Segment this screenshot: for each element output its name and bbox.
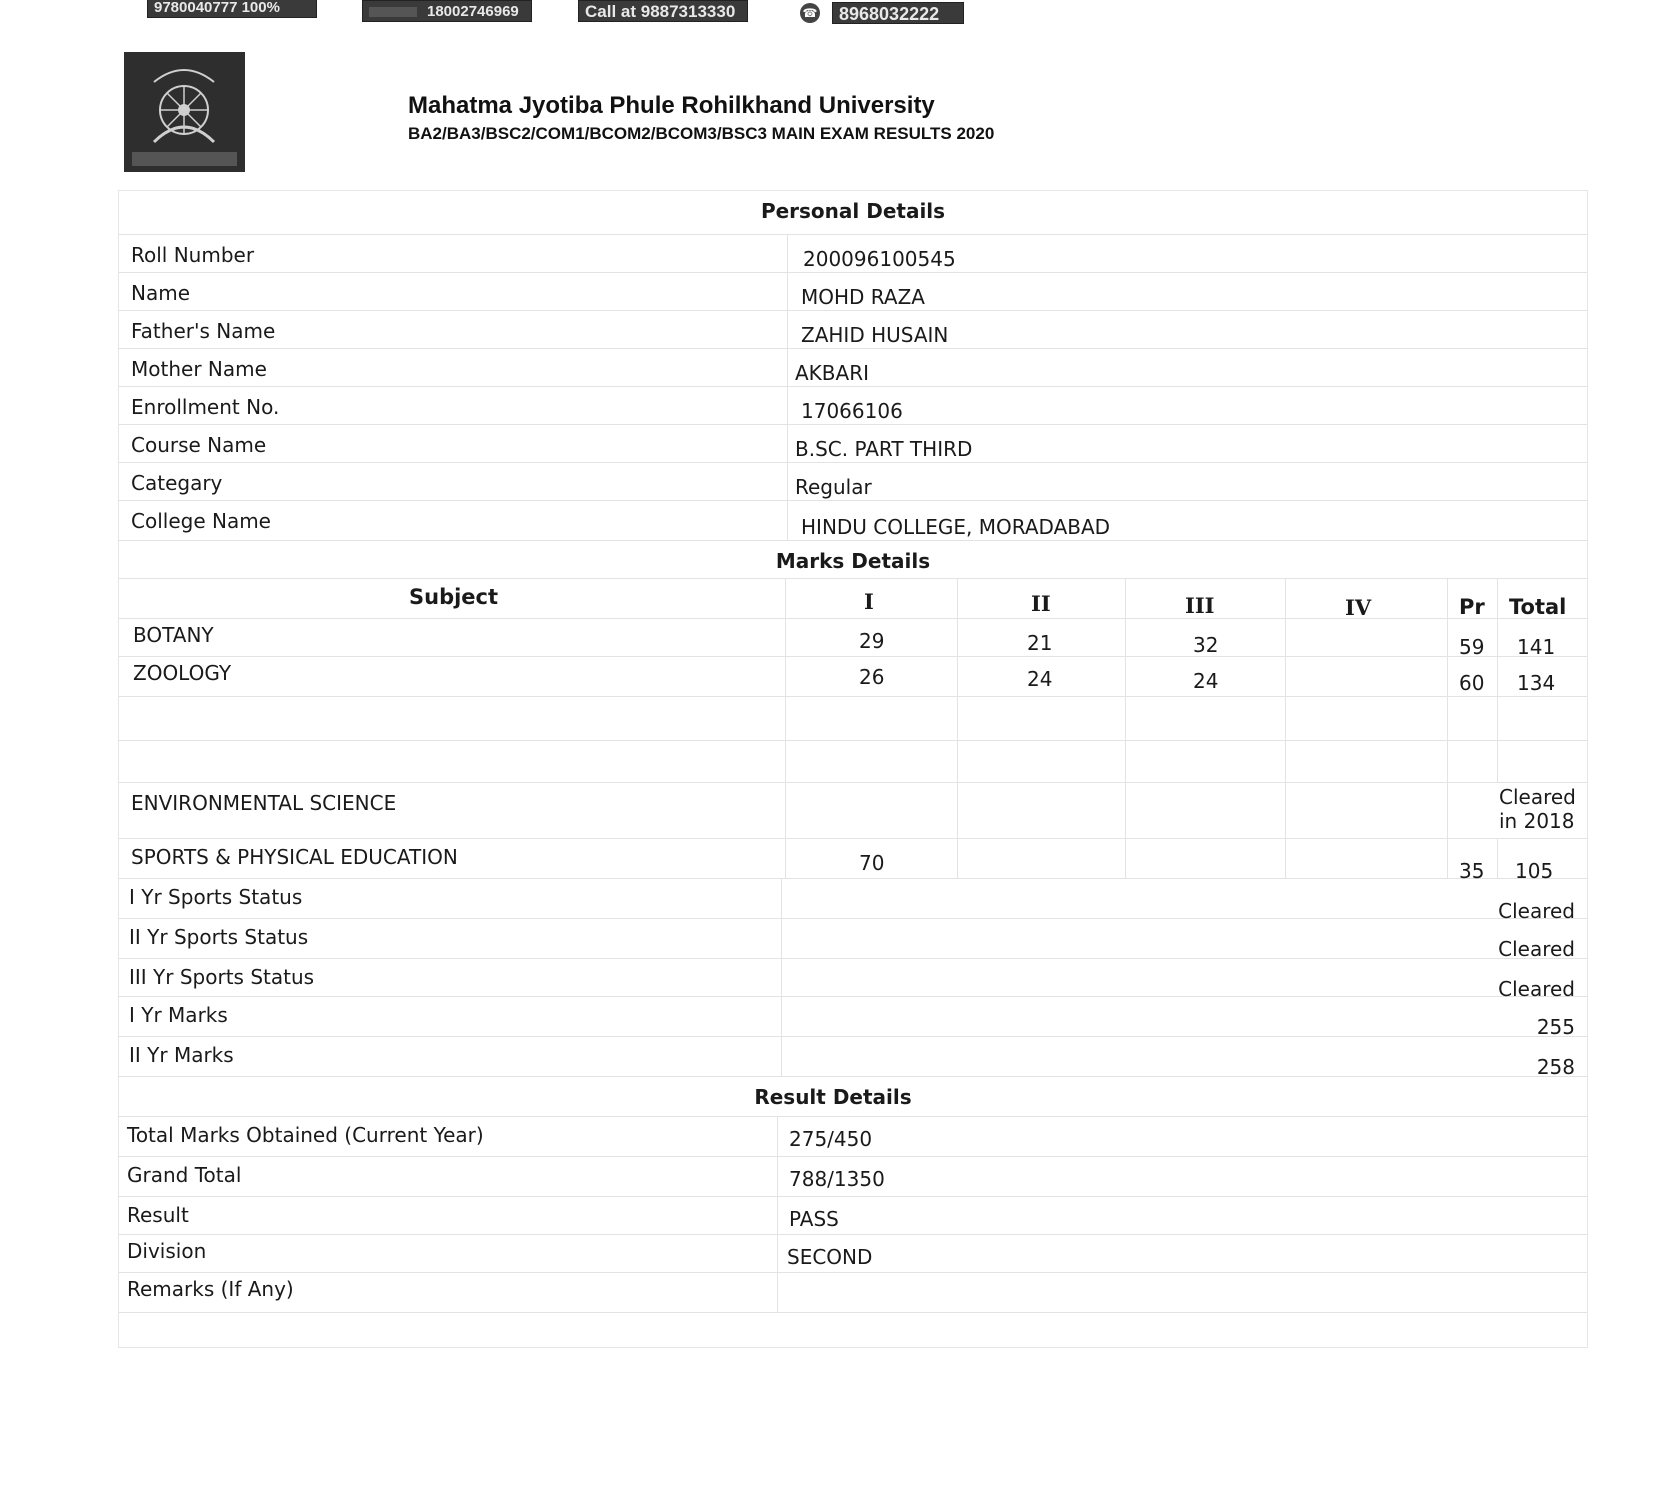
result-row-grand-total bbox=[119, 1157, 1587, 1197]
marks-column-header-row bbox=[119, 579, 1587, 619]
status-label: I Yr Marks bbox=[129, 1003, 228, 1027]
college-name-value: HINDU COLLEGE, MORADABAD bbox=[801, 515, 1111, 539]
enrollment-label: Enrollment No. bbox=[131, 395, 280, 419]
marks-paper-i: 29 bbox=[859, 629, 885, 653]
grand-total-value: 788/1350 bbox=[789, 1167, 885, 1191]
personal-details-title: Personal Details bbox=[760, 199, 946, 223]
marks-practical: 60 bbox=[1459, 671, 1485, 695]
status-row-first-year-marks bbox=[119, 997, 1587, 1037]
marks-paper-iii: 24 bbox=[1193, 669, 1219, 693]
name-label: Name bbox=[131, 281, 191, 305]
ad-strip-phone-3 bbox=[578, 0, 748, 22]
result-label: Division bbox=[127, 1239, 207, 1263]
course-name-value: B.SC. PART THIRD bbox=[795, 437, 973, 461]
empty-subject-row bbox=[119, 697, 1587, 741]
result-row-division bbox=[119, 1235, 1587, 1273]
university-logo bbox=[124, 52, 245, 172]
sports-practical: 35 bbox=[1459, 859, 1485, 883]
sports-row bbox=[119, 839, 1587, 883]
result-row-remarks bbox=[119, 1273, 1587, 1313]
division-value: SECOND bbox=[787, 1245, 873, 1269]
result-label: Remarks (If Any) bbox=[127, 1277, 294, 1301]
status-value: Cleared bbox=[1498, 899, 1575, 923]
personal-row-name bbox=[119, 273, 1587, 311]
status-value: Cleared bbox=[1498, 937, 1575, 961]
phone-icon: ☎ bbox=[800, 3, 820, 23]
ad-phone-2-text: 18002746969 bbox=[427, 3, 519, 20]
status-value: 258 bbox=[1536, 1055, 1575, 1079]
ad-phone-1-text: 9780040777 100% bbox=[154, 0, 280, 16]
category-value: Regular bbox=[795, 475, 872, 499]
ad-strip-graphic bbox=[369, 7, 417, 17]
column-header-iii: III bbox=[1185, 593, 1215, 618]
sports-paper-i: 70 bbox=[859, 851, 885, 875]
empty-subject-row bbox=[119, 741, 1587, 783]
column-header-practical: Pr bbox=[1459, 595, 1485, 619]
environmental-science-label: ENVIRONMENTAL SCIENCE bbox=[131, 791, 397, 815]
result-value: PASS bbox=[789, 1207, 839, 1231]
result-row-current-year bbox=[119, 1117, 1587, 1157]
roll-number-label: Roll Number bbox=[131, 243, 255, 267]
ad-strip-phone-2 bbox=[362, 0, 532, 22]
college-name-label: College Name bbox=[131, 509, 271, 533]
marks-paper-ii: 21 bbox=[1027, 631, 1053, 655]
subject-name: ZOOLOGY bbox=[133, 661, 232, 685]
marks-details-title: Marks Details bbox=[775, 549, 931, 573]
personal-row-college bbox=[119, 501, 1587, 541]
marks-paper-i: 26 bbox=[859, 665, 885, 689]
name-value: MOHD RAZA bbox=[801, 285, 925, 309]
column-header-i: I bbox=[864, 589, 874, 614]
column-header-total: Total bbox=[1509, 595, 1567, 619]
ad-strip-phone-1 bbox=[147, 0, 317, 18]
category-label: Categary bbox=[131, 471, 223, 495]
personal-row-father bbox=[119, 311, 1587, 349]
status-value: 255 bbox=[1536, 1015, 1575, 1039]
exam-title: BA2/BA3/BSC2/COM1/BCOM2/BCOM3/BSC3 MAIN EXAM RESULTS 2020 bbox=[408, 124, 995, 143]
result-sheet bbox=[118, 190, 1588, 1348]
roll-number-value: 200096100545 bbox=[803, 247, 956, 271]
course-name-label: Course Name bbox=[131, 433, 267, 457]
ad-strip-phone-4 bbox=[832, 2, 964, 24]
personal-row-enrollment bbox=[119, 387, 1587, 425]
sports-total: 105 bbox=[1515, 859, 1554, 883]
status-label: II Yr Sports Status bbox=[129, 925, 309, 949]
status-label: I Yr Sports Status bbox=[129, 885, 303, 909]
environmental-science-status-year: in 2018 bbox=[1499, 809, 1575, 833]
personal-row-category bbox=[119, 463, 1587, 501]
status-row-first-year-sports bbox=[119, 879, 1587, 923]
status-value: Cleared bbox=[1498, 977, 1575, 1001]
enrollment-value: 17066106 bbox=[801, 399, 903, 423]
status-row-second-year-sports bbox=[119, 919, 1587, 959]
subject-row-botany bbox=[119, 619, 1587, 657]
marks-total: 141 bbox=[1517, 635, 1556, 659]
personal-row-roll bbox=[119, 235, 1587, 273]
sports-label: SPORTS & PHYSICAL EDUCATION bbox=[131, 845, 458, 869]
marks-paper-ii: 24 bbox=[1027, 667, 1053, 691]
result-label: Result bbox=[127, 1203, 189, 1227]
total-marks-current-year: 275/450 bbox=[789, 1127, 873, 1151]
personal-row-mother bbox=[119, 349, 1587, 387]
marks-details-header-row bbox=[119, 541, 1587, 579]
father-name-label: Father's Name bbox=[131, 319, 276, 343]
marks-paper-iii: 32 bbox=[1193, 633, 1219, 657]
result-label: Total Marks Obtained (Current Year) bbox=[127, 1123, 484, 1147]
subject-column-header: Subject bbox=[409, 585, 499, 609]
subject-row-zoology bbox=[119, 657, 1587, 697]
column-header-iv: IV bbox=[1345, 595, 1372, 620]
status-row-second-year-marks bbox=[119, 1037, 1587, 1077]
ad-phone-4-text: 8968032222 bbox=[839, 4, 940, 24]
personal-row-course bbox=[119, 425, 1587, 463]
marks-practical: 59 bbox=[1459, 635, 1485, 659]
result-row-result bbox=[119, 1197, 1587, 1235]
personal-details-header-row bbox=[119, 191, 1587, 235]
environmental-science-status: Cleared bbox=[1499, 785, 1576, 809]
marks-total: 134 bbox=[1517, 671, 1556, 695]
column-header-ii: II bbox=[1031, 591, 1051, 616]
status-label: III Yr Sports Status bbox=[129, 965, 315, 989]
status-row-third-year-sports bbox=[119, 959, 1587, 1001]
environmental-science-row bbox=[119, 783, 1587, 839]
father-name-value: ZAHID HUSAIN bbox=[801, 323, 949, 347]
status-label: II Yr Marks bbox=[129, 1043, 234, 1067]
result-details-header-row bbox=[119, 1077, 1587, 1117]
result-details-title: Result Details bbox=[754, 1085, 912, 1109]
subject-name: BOTANY bbox=[133, 623, 214, 647]
university-emblem-icon bbox=[124, 52, 245, 172]
mother-name-label: Mother Name bbox=[131, 357, 267, 381]
mother-name-value: AKBARI bbox=[795, 361, 869, 385]
result-label: Grand Total bbox=[127, 1163, 242, 1187]
university-name: Mahatma Jyotiba Phule Rohilkhand University bbox=[408, 92, 935, 119]
ad-phone-3-text: Call at 9887313330 bbox=[585, 2, 736, 21]
